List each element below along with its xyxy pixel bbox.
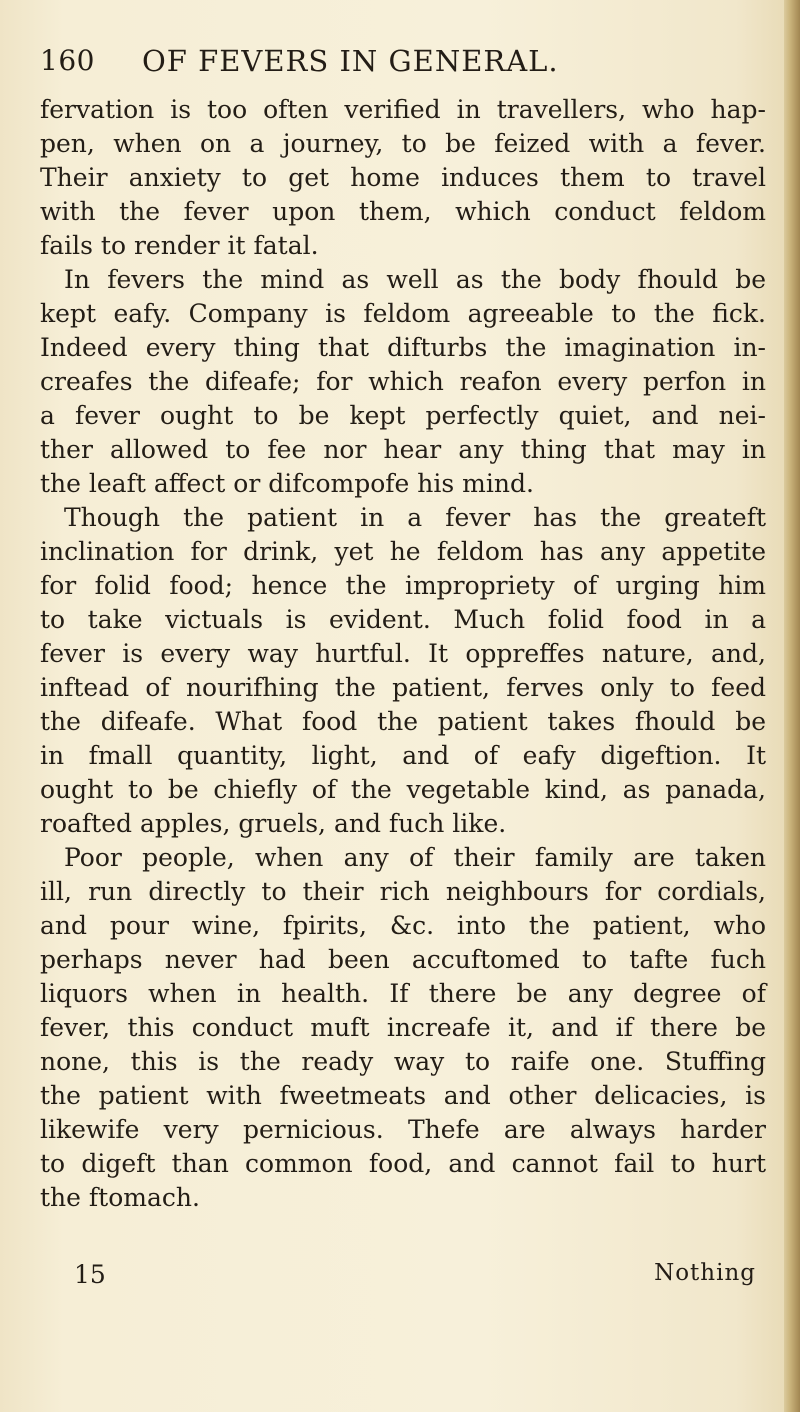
text-line: kept eafy. Company is feldom agreeable to the fick. [40, 299, 766, 328]
text-line: for folid food; hence the impropriety of urging him [40, 571, 766, 600]
text-line: and pour wine, fpirits, &c. into the patient, who [40, 911, 766, 940]
text-line: to take victuals is evident. Much folid food in a [40, 605, 766, 634]
text-line: a fever ought to be kept perfectly quiet, and nei- [40, 401, 766, 430]
text-line: fails to render it fatal. [40, 231, 319, 260]
text-line: the patient with fweetmeats and other delicacies, is [40, 1081, 766, 1110]
text-line: creafes the difeafe; for which reafon every perfon in [40, 367, 766, 396]
text-line: the ftomach. [40, 1183, 200, 1212]
text-line: likewife very pernicious. Thefe are always harder [40, 1115, 766, 1144]
text-line: ther allowed to fee nor hear any thing that may in [40, 435, 766, 464]
signature-mark: 15 [74, 1260, 106, 1289]
text-line: to digeft than common food, and cannot fail to hurt [40, 1149, 766, 1178]
text-line: ill, run directly to their rich neighbours for cordials, [40, 877, 766, 906]
text-line: ought to be chiefly of the vegetable kind, as panada, [40, 775, 766, 804]
text-line: liquors when in health. If there be any degree of [40, 979, 766, 1008]
text-line: the difeafe. What food the patient takes fhould be [40, 707, 766, 736]
text-line: roafted apples, gruels, and fuch like. [40, 809, 507, 838]
text-line: none, this is the ready way to raife one. Stuffing [40, 1047, 766, 1076]
text-line: fever, this conduct muft increafe it, and if there be [40, 1013, 766, 1042]
text-line: in fmall quantity, light, and of eafy digeftion. It [40, 741, 766, 770]
text-line: Though the patient in a fever has the greateft [64, 503, 766, 532]
running-title: OF FEVERS IN GENERAL. [142, 44, 559, 78]
text-line: Indeed every thing that difturbs the imagination in- [40, 333, 766, 362]
page-number: 160 [40, 44, 95, 77]
running-head [40, 44, 760, 88]
text-line: In fevers the mind as well as the body fhould be [64, 265, 766, 294]
body-text [40, 93, 766, 1215]
text-line: Their anxiety to get home induces them to travel [40, 163, 766, 192]
text-line: Poor people, when any of their family are taken [64, 843, 766, 872]
text-line: pen, when on a journey, to be feized with a fever. [40, 129, 766, 158]
text-line: perhaps never had been accuftomed to tafte fuch [40, 945, 766, 974]
page-edge [784, 0, 800, 1412]
page-footer [40, 1260, 766, 1296]
text-line: fervation is too often verified in travellers, who hap- [40, 95, 766, 124]
text-line: inclination for drink, yet he feldom has any appetite [40, 537, 766, 566]
catchword: Nothing [654, 1260, 756, 1286]
text-line: with the fever upon them, which conduct feldom [40, 197, 766, 226]
text-line: inftead of nourifhing the patient, ferves only to feed [40, 673, 766, 702]
text-line: the leaft affect or difcompofe his mind. [40, 469, 534, 498]
text-line: fever is every way hurtful. It oppreffes nature, and, [40, 639, 766, 668]
